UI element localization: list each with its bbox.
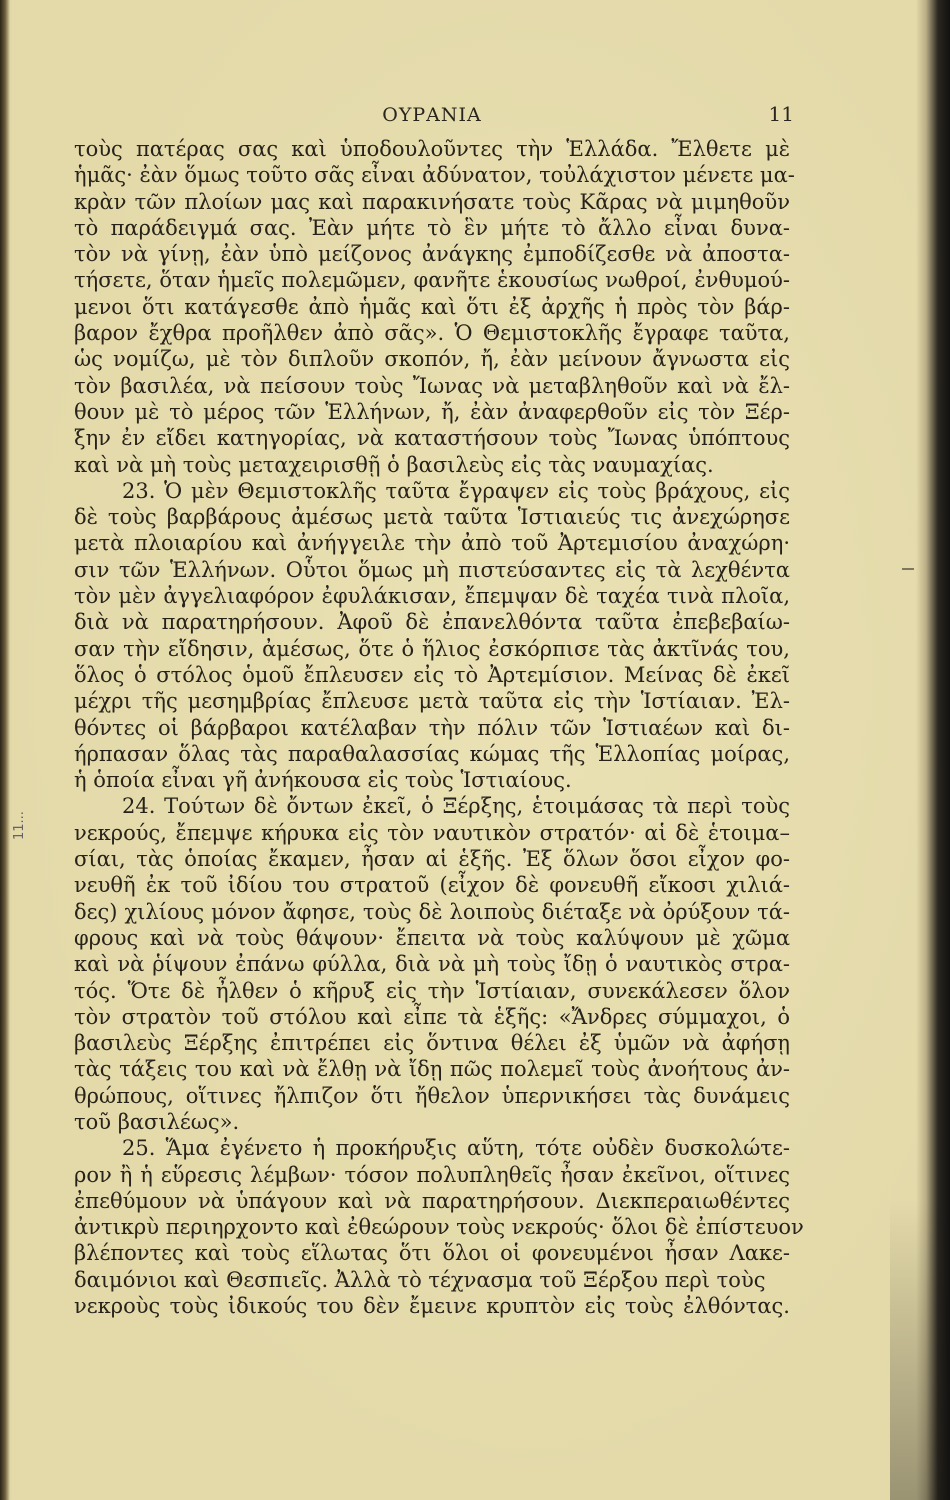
text-line: τὸν βασιλέα, νὰ πείσουν τοὺς Ἴωνας νὰ μεταβληθοῦν καὶ νὰ ἔλ- <box>74 373 790 398</box>
margin-mark <box>902 568 914 570</box>
text-line: καὶ νὰ ῥίψουν ἐπάνω φύλλα, διὰ νὰ μὴ τοὺς ἴδῃ ὁ ναυτικὸς στρα- <box>74 952 790 977</box>
corner-shadow <box>890 1200 950 1500</box>
text-line: διὰ νὰ παρατηρήσουν. Ἀφοῦ δὲ ἐπανελθόντα ταῦτα ἐπεβεβαίω- <box>74 610 790 635</box>
text-line: 24. Τούτων δὲ ὄντων ἐκεῖ, ὁ Ξέρξης, ἑτοιμάσας τὰ περὶ τοὺς <box>122 794 790 819</box>
text-line: φρους καὶ νὰ τοὺς θάψουν· ἔπειτα νὰ τοὺς καλύψουν μὲ χῶμα <box>74 925 790 950</box>
text-line: τός. Ὅτε δὲ ἦλθεν ὁ κῆρυξ εἰς τὴν Ἱστίαιαν, συνεκάλεσεν ὅλον <box>74 978 790 1003</box>
text-line: τὰς τάξεις του καὶ νὰ ἔλθῃ νὰ ἴδῃ πῶς πολεμεῖ τοὺς ἀνοήτους ἀν- <box>74 1057 790 1082</box>
text-line: κρὰν τῶν πλοίων μας καὶ παρακινήσατε τοὺς Κᾶρας νὰ μιμηθοῦν <box>74 189 790 214</box>
text-line: βασιλεὺς Ξέρξης ἐπιτρέπει εἰς ὅντινα θέλει ἐξ ὑμῶν νὰ ἀφήσῃ <box>74 1031 790 1056</box>
page-header <box>74 100 794 130</box>
text-line: 23. Ὁ μὲν Θεμιστοκλῆς ταῦτα ἔγραψεν εἰς τοὺς βράχους, εἰς <box>122 478 790 503</box>
text-line: τὸ παράδειγμά σας. Ἐὰν μήτε τὸ ἓν μήτε τὸ ἄλλο εἶναι δυνα- <box>74 215 790 240</box>
gutter-shadow <box>0 0 10 1500</box>
text-line: νεκρούς, ἔπεμψε κήρυκα εἰς τὸν ναυτικὸν στρατόν· αἱ δὲ ἑτοιμα– <box>74 820 790 845</box>
text-line: τὸν στρατὸν τοῦ στόλου καὶ εἶπε τὰ ἑξῆς: «Ἄνδρες σύμμαχοι, ὁ <box>74 1004 790 1029</box>
text-line: μετὰ πλοιαρίου καὶ ἀνήγγειλε τὴν ἀπὸ τοῦ Ἀρτεμισίου ἀναχώρη· <box>74 531 790 556</box>
text-line: καὶ νὰ μὴ τοὺς μεταχειρισθῇ ὁ βασιλεὺς εἰς τὰς ναυμαχίας. <box>74 452 714 477</box>
text-line: ήρπασαν ὅλας τὰς παραθαλασσίας κώμας τῆς Ἑλλοπίας μοίρας, <box>74 741 790 766</box>
text-line: ἐπεθύμουν νὰ ὑπάγουν καὶ νὰ παρατηρήσουν. Διεκπεραιωθέντες <box>74 1188 790 1213</box>
text-line: ἡμᾶς· ἐὰν ὅμως τοῦτο σᾶς εἶναι ἀδύνατον, τοὐλάχιστον μένετε μα- <box>74 163 795 188</box>
text-line: ὡς νομίζω, μὲ τὸν διπλοῦν σκοπόν, ἤ, ἐὰν μείνουν ἄγνωστα εἰς <box>74 347 790 372</box>
text-line: νευθῆ ἐκ τοῦ ἰδίου του στρατοῦ (εἶχον δὲ φονευθῆ εἴκοσι χιλιά- <box>74 873 790 898</box>
text-line: ἀντικρὺ περιηρχοντο καὶ ἐθεώρουν τοὺς νεκρούς· ὅλοι δὲ ἐπίστευον <box>74 1215 804 1240</box>
text-line: δαιμόνιοι καὶ Θεσπιεῖς. Ἀλλὰ τὸ τέχνασμα τοῦ Ξέρξου περὶ τοὺς <box>74 1267 766 1292</box>
text-line: τὸν νὰ γίνῃ, ἐὰν ὑπὸ μείζονος ἀνάγκης ἐμποδίζεσθε νὰ ἀποστα- <box>74 242 790 267</box>
text-line: τοὺς πατέρας σας καὶ ὑποδουλοῦντες τὴν Ἑλλάδα. Ἔλθετε μὲ <box>74 137 790 161</box>
text-line: βαρον ἔχθρα προῆλθεν ἀπὸ σᾶς». Ὁ Θεμιστοκλῆς ἔγραφε ταῦτα, <box>74 321 790 346</box>
page-number: 11 <box>768 102 794 126</box>
text-line: σίαι, τὰς ὁποίας ἔκαμεν, ἦσαν αἱ ἑξῆς. Ἐξ ὅλων ὅσοι εἶχον φο- <box>74 847 790 872</box>
margin-annotations <box>12 720 28 1080</box>
text-line: σαν τὴν εἴδησιν, ἀμέσως, ὅτε ὁ ἥλιος ἐσκόρπισε τὰς ἀκτῖνάς του, <box>74 636 790 661</box>
text-line: δὲ τοὺς βαρβάρους ἀμέσως μετὰ ταῦτα Ἱστιαιεύς τις ἀνεχώρησε <box>74 505 790 530</box>
text-line: τὸν μὲν ἀγγελιαφόρον ἐφυλάκισαν, ἔπεμψαν δὲ ταχέα τινὰ πλοῖα, <box>74 584 790 609</box>
margin-handwriting: 11... <box>12 811 27 840</box>
text-line: θόντες οἱ βάρβαροι κατέλαβαν τὴν πόλιν τῶν Ἱστιαέων καὶ δι- <box>74 715 790 740</box>
text-line: μενοι ὅτι κατάγεσθε ἀπὸ ἡμᾶς καὶ ὅτι ἐξ ἀρχῆς ἡ πρὸς τὸν βάρ- <box>74 294 790 319</box>
body-text <box>74 136 804 1319</box>
text-line: 25. Ἅμα ἐγένετο ἡ προκήρυξις αὕτη, τότε οὐδὲν δυσκολώτε- <box>122 1136 790 1161</box>
text-line: δες) χιλίους μόνον ἄφησε, τοὺς δὲ λοιποὺς διέταξε νὰ ὀρύξουν τά- <box>74 899 790 924</box>
text-line: ξην ἐν εἴδει κατηγορίας, νὰ καταστήσουν τοὺς Ἴωνας ὑπόπτους <box>74 426 790 451</box>
text-line: τήσετε, ὅταν ἡμεῖς πολεμῶμεν, φανῆτε ἑκουσίως νωθροί, ἐνθυμού- <box>74 268 790 293</box>
text-line: θρώπους, οἵτινες ἤλπιζον ὅτι ἤθελον ὑπερνικήσει τὰς δυνάμεις <box>74 1083 790 1108</box>
text-line: μέχρι τῆς μεσημβρίας ἔπλευσε μετὰ ταῦτα εἰς τὴν Ἱστίαιαν. Ἐλ- <box>74 689 790 714</box>
running-title: ΟΥΡΑΝΙΑ <box>382 104 482 126</box>
text-line: ρον ἢ ἡ εὕρεσις λέμβων· τόσον πολυπληθεῖς ἦσαν ἐκεῖνοι, οἵτινες <box>74 1162 790 1187</box>
text-line: νεκροὺς τοὺς ἰδικούς του δὲν ἔμεινε κρυπτὸν εἰς τοὺς ἐλθόντας. <box>74 1294 790 1319</box>
text-line: βλέποντες καὶ τοὺς εἵλωτας ὅτι ὅλοι οἱ φονευμένοι ἦσαν Λακε- <box>74 1241 790 1266</box>
text-line: θουν μὲ τὸ μέρος τῶν Ἑλλήνων, ἤ, ἐὰν ἀναφερθοῦν εἰς τὸν Ξέρ- <box>74 399 790 424</box>
text-line: ὅλος ὁ στόλος ὁμοῦ ἔπλευσεν εἰς τὸ Ἀρτεμίσιον. Μείνας δὲ ἐκεῖ <box>74 662 790 687</box>
text-line: τοῦ βασιλέως». <box>74 1109 240 1134</box>
text-line: σιν τῶν Ἑλλήνων. Οὗτοι ὅμως μὴ πιστεύσαντες εἰς τὰ λεχθέντα <box>74 557 790 582</box>
text-line: ἡ ὁποία εἶναι γῆ ἀνήκουσα εἰς τοὺς Ἱστιαίους. <box>74 768 572 793</box>
